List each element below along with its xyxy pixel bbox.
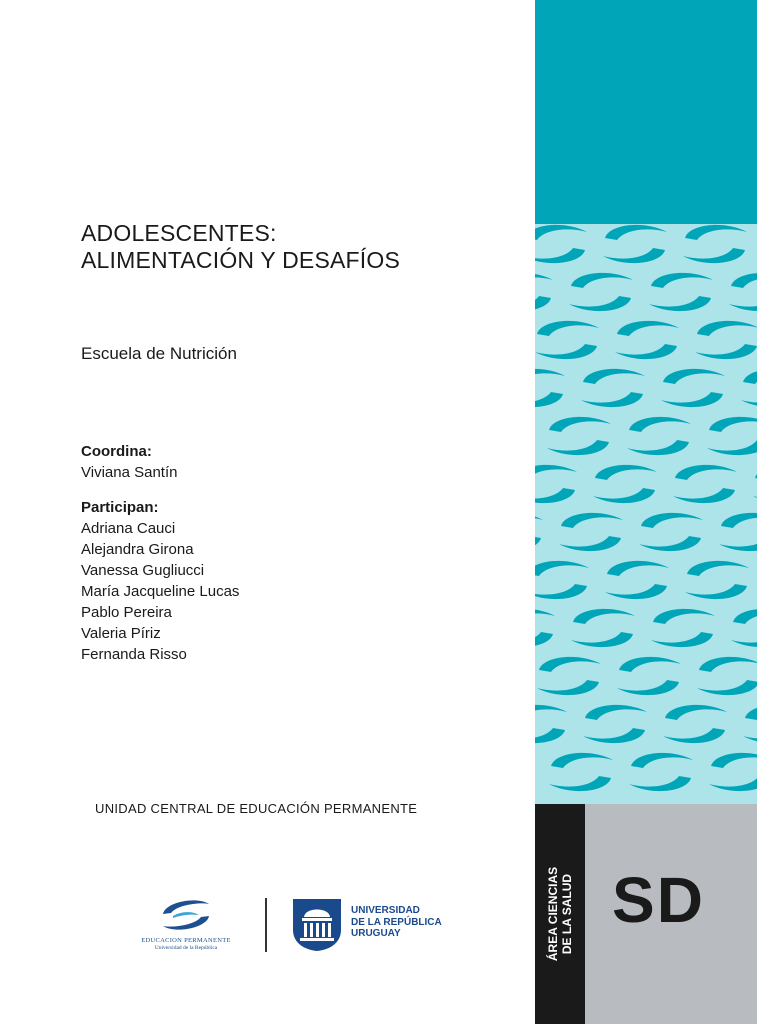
swirl-motif xyxy=(581,369,645,407)
area-label xyxy=(535,804,585,1024)
swirl-motif xyxy=(603,225,667,263)
title-line-1: ADOLESCENTES: xyxy=(81,220,277,246)
school-name: Escuela de Nutrición xyxy=(81,344,237,363)
swirl-motif xyxy=(535,321,599,359)
participant-name: Adriana Cauci xyxy=(81,520,176,537)
coordina-label: Coordina: xyxy=(81,443,152,460)
swirl-motif xyxy=(709,753,757,791)
swirl-motif xyxy=(741,369,757,407)
swirl-motif xyxy=(731,609,757,647)
swirl-motif xyxy=(663,705,727,743)
participant-name: Pablo Pereira xyxy=(81,604,172,621)
logo-divider xyxy=(265,898,267,952)
swirl-motif xyxy=(583,705,647,743)
swirl-motif xyxy=(627,417,691,455)
swirl-motif xyxy=(695,321,757,359)
area-label-text: ÁREA CIENCIAS DE LA SALUD xyxy=(546,866,574,962)
swirl-motif xyxy=(707,417,757,455)
swirl-motif xyxy=(537,657,601,695)
ep-swirl-icon xyxy=(125,894,247,936)
udelar-name xyxy=(351,905,442,940)
swirl-motif xyxy=(593,465,657,503)
swirl-motif xyxy=(629,753,693,791)
title-line-2: ALIMENTACIÓN Y DESAFÍOS xyxy=(81,247,401,273)
swirl-motif xyxy=(719,513,757,551)
swirl-motif xyxy=(697,657,757,695)
participan-label: Participan: xyxy=(81,499,159,516)
participant-name: Fernanda Risso xyxy=(81,646,187,663)
participant-name: Valeria Píriz xyxy=(81,625,161,642)
area-code: SD xyxy=(612,864,705,936)
teal-block xyxy=(535,0,757,224)
unit-name: UNIDAD CENTRAL DE EDUCACIÓN PERMANENTE xyxy=(95,801,418,816)
swirl-motif xyxy=(549,753,613,791)
swirl-motif xyxy=(569,273,633,311)
participant-name: Alejandra Girona xyxy=(81,541,194,558)
swirl-motif xyxy=(743,705,757,743)
participant-name: María Jacqueline Lucas xyxy=(81,583,240,600)
swirl-motif xyxy=(729,273,757,311)
swirl-motif xyxy=(617,657,681,695)
credits xyxy=(81,441,239,665)
swirl-motif xyxy=(651,609,715,647)
udelar-line-3: URUGUAY xyxy=(351,928,401,939)
ep-logo-name: EDUCACION PERMANENTE xyxy=(141,937,231,944)
swirl-motif xyxy=(639,513,703,551)
swirl-motif xyxy=(535,369,565,407)
swirl-motif xyxy=(547,417,611,455)
book-title xyxy=(81,220,400,274)
educacion-permanente-logo xyxy=(125,894,247,954)
swirl-motif xyxy=(661,369,725,407)
swirl-motif xyxy=(685,561,749,599)
udelar-line-2: DE LA REPÚBLICA xyxy=(351,916,442,928)
swirl-motif xyxy=(571,609,635,647)
swirl-motif xyxy=(649,273,713,311)
logo-row xyxy=(125,892,465,956)
ep-logo-sub: Universidad de la República xyxy=(154,945,218,951)
swirl-motif xyxy=(535,705,567,743)
coordina-name: Viviana Santín xyxy=(81,464,178,481)
swirl-motif xyxy=(753,465,757,503)
udelar-line-1: UNIVERSIDAD xyxy=(351,905,420,916)
swirl-motif xyxy=(615,321,679,359)
swirl-motif xyxy=(535,465,577,503)
area-panel xyxy=(535,804,757,1024)
swirl-pattern-graphic xyxy=(535,224,757,804)
swirl-motif xyxy=(535,273,553,311)
swirl-motif xyxy=(673,465,737,503)
swirl-motif xyxy=(605,561,669,599)
swirl-motif xyxy=(559,513,623,551)
swirl-motif xyxy=(535,225,587,263)
swirl-motif xyxy=(535,561,589,599)
swirl-motif xyxy=(535,609,555,647)
udelar-building-icon xyxy=(292,898,342,952)
swirl-motif xyxy=(535,513,543,551)
swirl-motif xyxy=(683,225,747,263)
cover-side-band xyxy=(535,0,757,1024)
swirl-pattern xyxy=(535,224,757,804)
participant-name: Vanessa Gugliucci xyxy=(81,562,205,579)
